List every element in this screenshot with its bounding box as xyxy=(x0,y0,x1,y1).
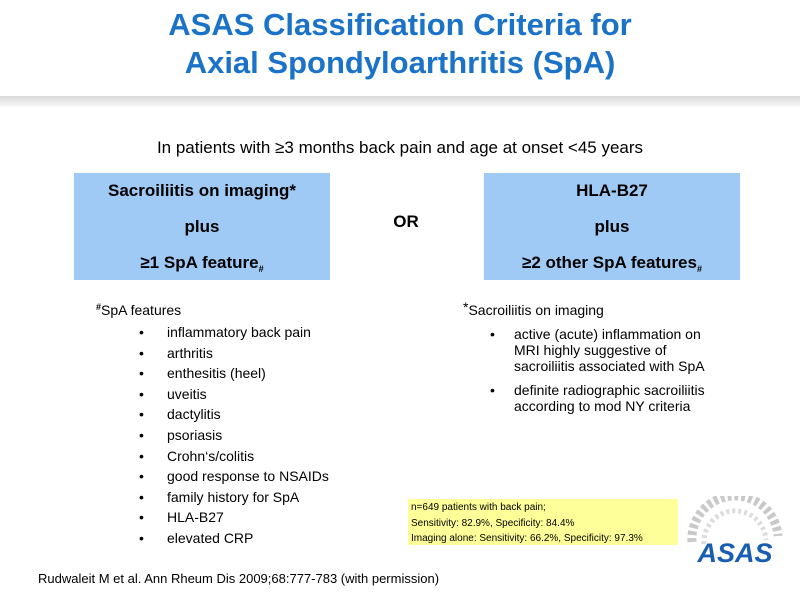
sacroiliitis-heading xyxy=(463,299,604,318)
footnote-mark: # xyxy=(258,264,264,274)
spa-features-list xyxy=(132,322,329,549)
title-line-2: Axial Spondyloarthritis (SpA) xyxy=(184,45,616,80)
clinical-arm-box xyxy=(484,173,740,280)
slide-title xyxy=(0,6,800,82)
imaging-arm-line-3 xyxy=(74,245,330,281)
imaging-arm-line-3-text: ≥1 SpA feature xyxy=(140,253,259,272)
stats-line-3: Imaging alone: Sensitivity: 66.2%, Specificity: 97.3% xyxy=(411,533,643,544)
study-stats-box xyxy=(408,499,678,545)
footnote-mark: # xyxy=(96,302,102,312)
bullet-icon: • xyxy=(139,426,144,443)
bullet-icon: • xyxy=(139,406,144,423)
list-item-text: family history for SpA xyxy=(167,488,300,505)
spa-features-heading xyxy=(96,302,181,318)
bullet-icon: • xyxy=(139,529,144,546)
sacroiliitis-heading-text: Sacroiliitis on imaging xyxy=(468,302,604,318)
list-item-text: inflammatory back pain xyxy=(167,324,311,340)
bullet-icon: • xyxy=(139,447,144,464)
spa-features-heading-text: SpA features xyxy=(101,302,182,318)
list-item xyxy=(132,425,329,446)
clinical-arm-line-3 xyxy=(484,245,740,281)
logo-text: ASAS xyxy=(697,538,773,568)
citation: Rudwaleit M et al. Ann Rheum Dis 2009;68:777-783 (with permission) xyxy=(38,571,440,586)
bullet-icon: • xyxy=(139,488,144,505)
inclusion-criteria-text: In patients with ≥3 months back pain and age at onset <45 years xyxy=(156,138,644,157)
list-item-text: dactylitis xyxy=(167,406,221,423)
list-item-text: uveitis xyxy=(167,385,207,402)
list-item xyxy=(132,528,329,549)
bullet-icon: • xyxy=(139,365,144,382)
footnote-mark: * xyxy=(463,299,469,315)
bullet-icon: • xyxy=(139,344,144,361)
imaging-arm-line-2: plus xyxy=(184,217,220,236)
bullet-icon: • xyxy=(139,468,144,485)
list-item-text: arthritis xyxy=(167,344,213,361)
title-line-1: ASAS Classification Criteria for xyxy=(168,7,632,42)
asas-logo xyxy=(684,496,786,578)
list-item xyxy=(132,446,329,467)
list-item xyxy=(132,466,329,487)
list-item-text: good response to NSAIDs xyxy=(167,468,329,485)
logo-arc-icon xyxy=(692,496,778,544)
stats-line-2: Sensitivity: 82.9%, Specificity: 84.4% xyxy=(411,517,575,529)
clinical-arm-line-1: HLA-B27 xyxy=(576,181,648,200)
list-item-text: psoriasis xyxy=(167,426,223,443)
bullet-icon: • xyxy=(139,324,144,340)
list-item-text: enthesitis (heel) xyxy=(167,365,266,382)
footnote-mark: # xyxy=(696,264,702,274)
list-item xyxy=(483,382,713,414)
list-item xyxy=(132,384,329,405)
list-item-text: Crohn‘s/colitis xyxy=(167,447,255,464)
list-item-text: elevated CRP xyxy=(167,529,254,546)
clinical-arm-line-2: plus xyxy=(594,217,630,236)
bullet-icon: • xyxy=(139,509,144,526)
list-item xyxy=(132,343,329,364)
list-item xyxy=(483,326,713,374)
list-item xyxy=(132,487,329,508)
or-label: OR xyxy=(393,212,419,231)
list-item xyxy=(132,363,329,384)
bullet-icon: • xyxy=(490,326,495,342)
list-item xyxy=(132,404,329,425)
list-item-text: definite radiographic sacroiliitis according to mod NY criteria xyxy=(514,382,705,414)
list-item-text: HLA-B27 xyxy=(167,509,224,526)
bullet-icon: • xyxy=(490,382,495,398)
title-divider-band xyxy=(0,96,800,108)
list-item xyxy=(132,507,329,528)
stats-line-1: n=649 patients with back pain; xyxy=(411,502,546,513)
imaging-arm-box xyxy=(74,173,330,280)
clinical-arm-line-3-text: ≥2 other SpA features xyxy=(522,253,697,272)
list-item-text: active (acute) inflammation on MRI highly suggestive of sacroiliitis associated with SpA xyxy=(514,326,705,374)
bullet-icon: • xyxy=(139,385,144,402)
imaging-arm-line-1: Sacroiliitis on imaging* xyxy=(108,181,296,200)
sacroiliitis-list xyxy=(483,326,713,422)
list-item xyxy=(132,322,329,343)
